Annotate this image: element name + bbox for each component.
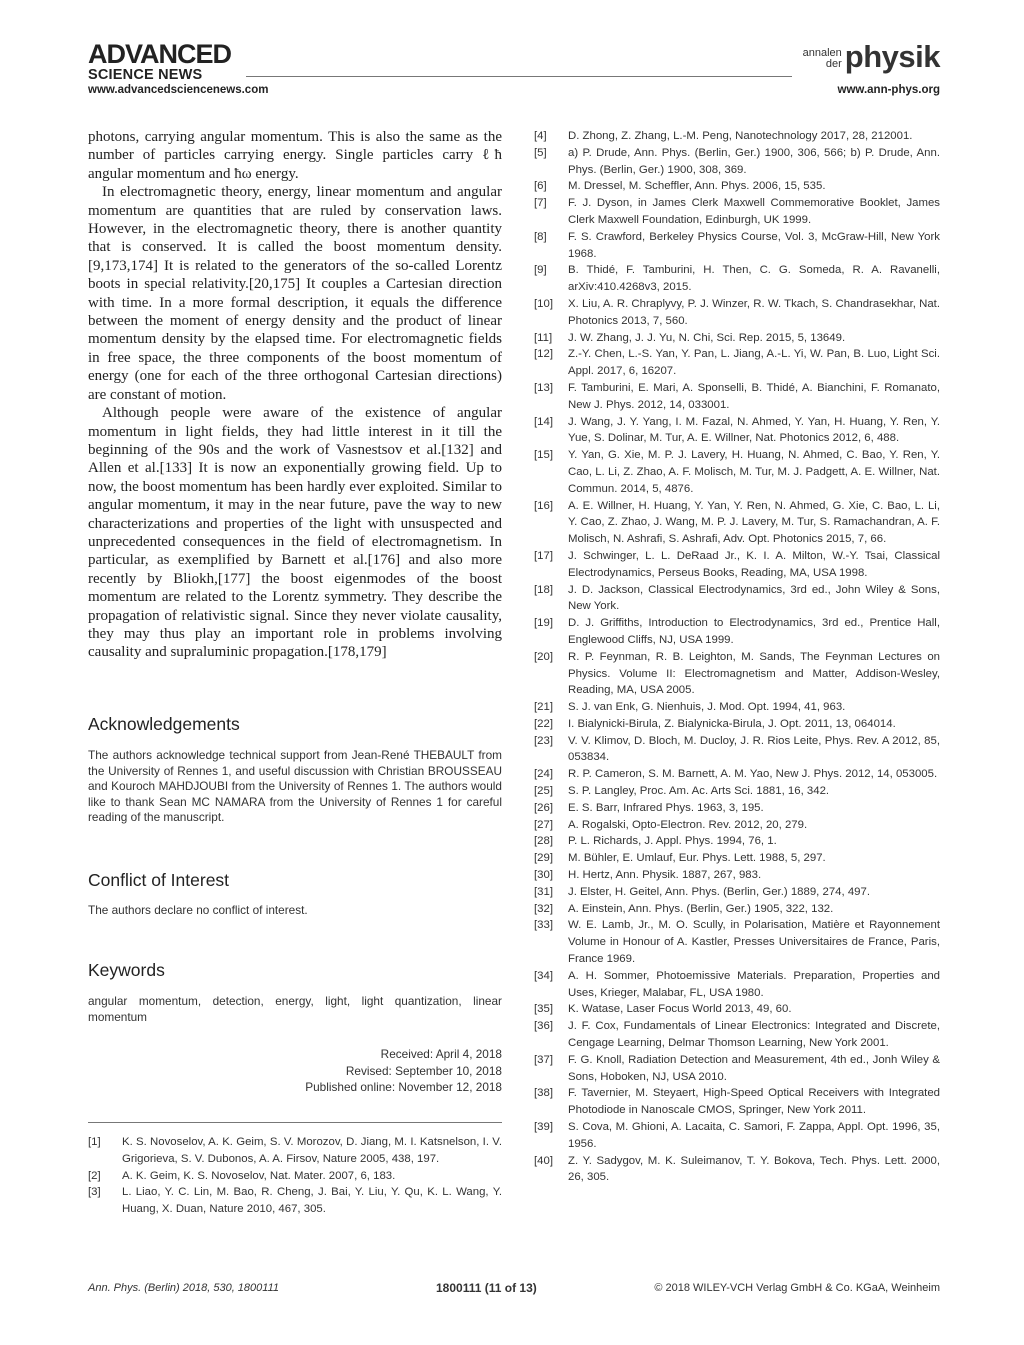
references-list-right <box>534 128 940 1186</box>
references-rule <box>88 1122 502 1123</box>
reference-item <box>534 380 940 414</box>
reference-number: [8] <box>534 230 547 243</box>
reference-number: [34] <box>534 969 553 982</box>
reference-number: [40] <box>534 1154 553 1167</box>
reference-number: [30] <box>534 869 553 882</box>
reference-number: [25] <box>534 785 553 798</box>
reference-item <box>534 1085 940 1119</box>
reference-number: [35] <box>534 1003 553 1016</box>
reference-item <box>534 615 940 649</box>
reference-item <box>534 699 940 716</box>
reference-text: I. Bialynicki-Birula, Z. Bialynicka-Birula, J. Opt. 2011, 13, 064014. <box>568 717 896 730</box>
reference-item <box>88 1168 502 1185</box>
reference-text: Y. Yan, G. Xie, M. P. J. Lavery, H. Huang, N. Ahmed, C. Bao, Y. Ren, Y. Cao, L. Li, Z. Zhao, A. F. Molisch, M. Tur, M. J. Padgett, A. E. Willner, Nat. Commun. 2014, 5, 4876. <box>568 449 940 495</box>
reference-item <box>534 1153 940 1187</box>
reference-number: [24] <box>534 768 553 781</box>
reference-text: P. L. Richards, J. Appl. Phys. 1994, 76, 1. <box>568 835 777 848</box>
reference-number: [17] <box>534 549 553 562</box>
reference-item <box>534 178 940 195</box>
reference-number: [2] <box>88 1169 101 1182</box>
body-paragraph-1: photons, carrying angular momentum. This is also the same as the number of particles carrying energy. Single particles carry ℓħ angular momentum and ħω energy. <box>88 129 502 182</box>
reference-number: [9] <box>534 264 547 277</box>
reference-item <box>534 1119 940 1153</box>
reference-item <box>534 649 940 699</box>
reference-text: J. W. Zhang, J. J. Yu, N. Chi, Sci. Rep. 2015, 5, 13649. <box>568 331 846 344</box>
journal-logo-big: physik <box>844 39 940 74</box>
reference-text: B. Thidé, F. Tamburini, H. Then, C. G. Someda, R. A. Ravanelli, arXiv:410.4268v3, 2015. <box>568 264 940 294</box>
reference-item <box>534 800 940 817</box>
reference-number: [3] <box>88 1186 101 1199</box>
reference-text: V. V. Klimov, D. Bloch, M. Ducloy, J. R. Rios Leite, Phys. Rev. A 2012, 85, 053834. <box>568 734 940 764</box>
reference-number: [32] <box>534 902 553 915</box>
references-list-left <box>88 1134 502 1218</box>
reference-text: K. Watase, Laser Focus World 2013, 49, 60. <box>568 1003 792 1016</box>
reference-text: D. J. Griffiths, Introduction to Electrodynamics, 3rd ed., Prentice Hall, Englewood Cliffs, NJ, USA 1999. <box>568 617 940 646</box>
reference-number: [13] <box>534 381 553 394</box>
reference-text: Z.-Y. Chen, L.-S. Yan, Y. Pan, L. Jiang, A.-L. Yi, W. Pan, B. Luo, Light Sci. Appl. 2017, 6, 16207. <box>568 348 940 378</box>
reference-item <box>534 498 940 548</box>
reference-item <box>534 296 940 330</box>
reference-number: [21] <box>534 701 553 714</box>
publisher-logo-line2: SCIENCE NEWS <box>88 67 203 83</box>
reference-item <box>88 1134 502 1168</box>
reference-text: A. Rogalski, Opto-Electron. Rev. 2012, 20, 279. <box>568 818 808 831</box>
reference-text: K. S. Novoselov, A. K. Geim, S. V. Morozov, D. Jiang, M. I. Katsnelson, I. V. Grigorieva, S. V. Dubonos, A. A. Firsov, Nature 2005, 438, 197. <box>122 1136 502 1165</box>
reference-item <box>534 195 940 229</box>
reference-number: [29] <box>534 852 553 865</box>
reference-text: E. S. Barr, Infrared Phys. 1963, 3, 195. <box>568 801 764 814</box>
reference-item <box>534 766 940 783</box>
reference-number: [1] <box>88 1136 101 1148</box>
reference-text: F. Tamburini, E. Mari, A. Sponselli, B. Thidé, A. Bianchini, F. Romanato, New J. Phys. 2012, 14, 033001. <box>568 381 940 411</box>
reference-number: [31] <box>534 885 553 898</box>
reference-number: [19] <box>534 617 553 630</box>
reference-item <box>534 1018 940 1052</box>
reference-item <box>534 548 940 582</box>
footer-citation: Ann. Phys. (Berlin) 2018, 530, 1800111 <box>88 1282 279 1294</box>
footer-copyright: © 2018 WILEY-VCH Verlag GmbH & Co. KGaA, Weinheim <box>654 1282 940 1294</box>
reference-text: W. E. Lamb, Jr., M. O. Scully, in Polarisation, Matière et Rayonnement Volume in Honour of A. Kastler, Presses Universitaires de France, Paris, France 1969. <box>568 919 940 966</box>
reference-number: [14] <box>534 415 553 428</box>
reference-number: [6] <box>534 180 547 193</box>
reference-item <box>534 917 940 967</box>
journal-logo-small2: der <box>825 58 842 70</box>
reference-number: [37] <box>534 1053 553 1066</box>
reference-number: [33] <box>534 919 553 932</box>
reference-text: S. P. Langley, Proc. Am. Ac. Arts Sci. 1881, 16, 342. <box>568 785 830 798</box>
reference-text: Z. Y. Sadygov, M. K. Suleimanov, T. Y. Bokova, Tech. Phys. Lett. 2000, 26, 305. <box>568 1154 940 1184</box>
header-rule <box>246 76 792 77</box>
reference-item <box>534 1001 940 1018</box>
conflict-text: The authors declare no conflict of interest. <box>88 903 308 917</box>
reference-number: [15] <box>534 449 553 462</box>
published-date: Published online: November 12, 2018 <box>305 1080 502 1094</box>
reference-number: [18] <box>534 583 553 596</box>
reference-text: F. Tavernier, M. Steyaert, High-Speed Optical Receivers with Integrated Photodiode in Nanoscale CMOS, Springer, New York 2011. <box>568 1087 940 1117</box>
reference-item <box>534 968 940 1002</box>
reference-number: [5] <box>534 146 547 159</box>
reference-text: S. Cova, M. Ghioni, A. Lacaita, C. Samori, F. Zappa, Appl. Opt. 1996, 35, 1956. <box>568 1121 940 1150</box>
reference-text: A. E. Willner, H. Huang, Y. Yan, Y. Ren, N. Ahmed, G. Xie, C. Bao, L. Li, Y. Cao, Z. Zhao, J. Wang, M. P. J. Lavery, M. Tur, S. Ramachandran, A. F. Molisch, N. Ashrafi, S. Ashrafi, Adv. Opt. Photonics 2015, 7, 66. <box>568 499 940 546</box>
reference-number: [10] <box>534 297 553 310</box>
journal-logo-small1: annalen <box>802 47 842 59</box>
reference-item <box>534 850 940 867</box>
reference-item <box>534 414 940 448</box>
keywords-heading: Keywords <box>88 960 165 980</box>
reference-number: [38] <box>534 1087 553 1100</box>
reference-item <box>534 128 940 145</box>
reference-text: D. Zhong, Z. Zhang, L.-M. Peng, Nanotechnology 2017, 28, 212001. <box>568 130 913 142</box>
reference-item <box>534 582 940 616</box>
reference-text: J. Elster, H. Geitel, Ann. Phys. (Berlin, Ger.) 1889, 274, 497. <box>568 885 871 898</box>
revised-date: Revised: September 10, 2018 <box>345 1063 502 1078</box>
reference-item <box>534 884 940 901</box>
journal-url-link[interactable]: www.ann-phys.org <box>837 84 940 96</box>
reference-number: [16] <box>534 499 553 512</box>
reference-text: M. Dressel, M. Scheffler, Ann. Phys. 2006, 15, 535. <box>568 180 826 193</box>
reference-text: F. S. Crawford, Berkeley Physics Course, Vol. 3, McGraw-Hill, New York 1968. <box>568 230 940 260</box>
reference-item <box>534 817 940 834</box>
reference-item <box>88 1184 502 1218</box>
reference-text: a) P. Drude, Ann. Phys. (Berlin, Ger.) 1900, 306, 566; b) P. Drude, Ann. Phys. (Berlin, Ger.) 1900, 308, 369. <box>568 146 940 176</box>
reference-text: F. J. Dyson, in James Clerk Maxwell Commemorative Booklet, James Clerk Maxwell Foundation, Edinburgh, UK 1999. <box>568 197 940 226</box>
publication-dates <box>88 1046 502 1096</box>
reference-item <box>534 783 940 800</box>
reference-text: S. J. van Enk, G. Nienhuis, J. Mod. Opt. 1994, 41, 963. <box>568 701 846 714</box>
reference-item <box>534 145 940 179</box>
reference-number: [36] <box>534 1020 553 1033</box>
reference-number: [23] <box>534 734 553 747</box>
reference-item <box>534 346 940 380</box>
received-date: Received: April 4, 2018 <box>380 1047 502 1061</box>
reference-text: J. D. Jackson, Classical Electrodynamics, 3rd ed., John Wiley & Sons, New York. <box>568 583 940 613</box>
body-paragraph-3: Although people were aware of the existence of angular momentum in light fields, they had little interest in it till the beginning of the 90s and the work of Vasnestsov et al.[132] and Allen et al.[133] It is now an exponentially growing field. Up to now, the boost momentum has been hardly ever exploited. Similar to angular momentum, it may in the near future, pave the way to new characterizations and properties of the light with unsuspected and unprecedented consequences in the field of electromagnetism. In particular, as exemplified by Barnett et al.[176] and also more recently by Bliokh,[177] the boost eigenmodes of the boost momentum are related to the Lorentz symmetry. They describe the propagation of relativistic signal. Since they never violate causality, they may thus play an important role in problems involving causality and supraluminic propagation.[178,179] <box>88 405 502 661</box>
acknowledgements-heading: Acknowledgements <box>88 714 240 734</box>
reference-item <box>534 229 940 263</box>
reference-text: L. Liao, Y. C. Lin, M. Bao, R. Cheng, J. Bai, Y. Liu, Y. Qu, K. L. Wang, Y. Huang, X. Duan, Nature 2010, 467, 305. <box>122 1186 502 1216</box>
reference-number: [28] <box>534 835 553 848</box>
reference-item <box>534 867 940 884</box>
reference-item <box>534 901 940 918</box>
reference-number: [39] <box>534 1121 553 1134</box>
footer-page-number: 1800111 (11 of 13) <box>436 1281 537 1295</box>
reference-number: [7] <box>534 197 547 210</box>
reference-number: [26] <box>534 801 553 814</box>
reference-number: [12] <box>534 348 553 361</box>
reference-text: J. F. Cox, Fundamentals of Linear Electronics: Integrated and Discrete, Cengage Learning, Delmar Thomson Learning, New York 2001. <box>568 1020 940 1050</box>
reference-text: R. P. Cameron, S. M. Barnett, A. M. Yao, New J. Phys. 2012, 14, 053005. <box>568 768 938 781</box>
reference-text: A. K. Geim, K. S. Novoselov, Nat. Mater. 2007, 6, 183. <box>122 1169 396 1182</box>
conflict-heading: Conflict of Interest <box>88 870 230 890</box>
reference-text: X. Liu, A. R. Chraplyvy, P. J. Winzer, R. W. Tkach, S. Chandrasekhar, Nat. Photonics 2013, 7, 560. <box>568 297 940 327</box>
journal-logo <box>802 39 940 74</box>
reference-number: [20] <box>534 650 553 663</box>
publisher-url-link[interactable]: www.advancedsciencenews.com <box>88 84 269 96</box>
publisher-logo <box>88 39 232 84</box>
body-text <box>88 128 502 662</box>
reference-text: J. Schwinger, L. L. DeRaad Jr., K. I. A. Milton, W.-Y. Tsai, Classical Electrodynamics, Perseus Books, Reading, MA, USA 1998. <box>568 549 940 579</box>
reference-text: M. Bühler, E. Umlauf, Eur. Phys. Lett. 1988, 5, 297. <box>568 852 826 865</box>
reference-item <box>534 716 940 733</box>
reference-item <box>534 447 940 497</box>
reference-item <box>534 733 940 767</box>
reference-item <box>534 833 940 850</box>
reference-text: A. Einstein, Ann. Phys. (Berlin, Ger.) 1905, 322, 132. <box>568 902 834 915</box>
keywords-text: angular momentum, detection, energy, light, light quantization, linear momentum <box>88 994 502 1024</box>
reference-text: H. Hertz, Ann. Physik. 1887, 267, 983. <box>568 869 762 882</box>
reference-item <box>534 330 940 347</box>
reference-text: J. Wang, J. Y. Yang, I. M. Fazal, N. Ahmed, Y. Yan, H. Huang, Y. Ren, Y. Yue, S. Dolinar, M. Tur, A. E. Willner, Nat. Photonics 2012, 6, 488. <box>568 415 940 445</box>
reference-number: [11] <box>534 331 553 344</box>
reference-item <box>534 1052 940 1086</box>
body-paragraph-2: In electromagnetic theory, energy, linear momentum and angular momentum are quantities that are ruled by conservation laws. However, in the electromagnetic theory, there is another quantity that is conserved. It is called the boost momentum density.[9,173,174] It is related to the generators of the so-called Lorentz boots in special relativity.[20,175] It couples a Cartesian direction with time. In a more formal description, it equals the difference between the moment of energy density and the product of linear momentum density by the elapsed time. For electromagnetic fields in free space, the three components of the boost momentum of energy (one for each of the three orthogonal Cartesian directions) are constant of motion. <box>88 184 502 403</box>
reference-number: [4] <box>534 130 547 142</box>
reference-text: F. G. Knoll, Radiation Detection and Measurement, 4th ed., Jonh Wiley & Sons, Hoboken, NJ, USA 2010. <box>568 1053 940 1083</box>
reference-item <box>534 262 940 296</box>
acknowledgements-text: The authors acknowledge technical support from Jean-René THEBAULT from the University of Rennes 1, and useful discussion with Christian BROUSSEAU and Kouroch MAHDJOUBI from the University of Rennes 1. The authors would like to thank Sean MC NAMARA from the University of Rennes 1 for careful reading of the manuscript. <box>88 748 502 824</box>
reference-text: A. H. Sommer, Photoemissive Materials. Preparation, Properties and Uses, Krieger, Malabar, FL, USA 1980. <box>568 969 940 999</box>
reference-number: [27] <box>534 818 553 831</box>
reference-text: R. P. Feynman, R. B. Leighton, M. Sands, The Feynman Lectures on Physics. Volume II: Electromagnetism and Matter, Addison-Wesley, Reading, MA, USA 2005. <box>568 650 940 697</box>
publisher-logo-line1: ADVANCED <box>88 39 232 69</box>
reference-number: [22] <box>534 717 553 730</box>
